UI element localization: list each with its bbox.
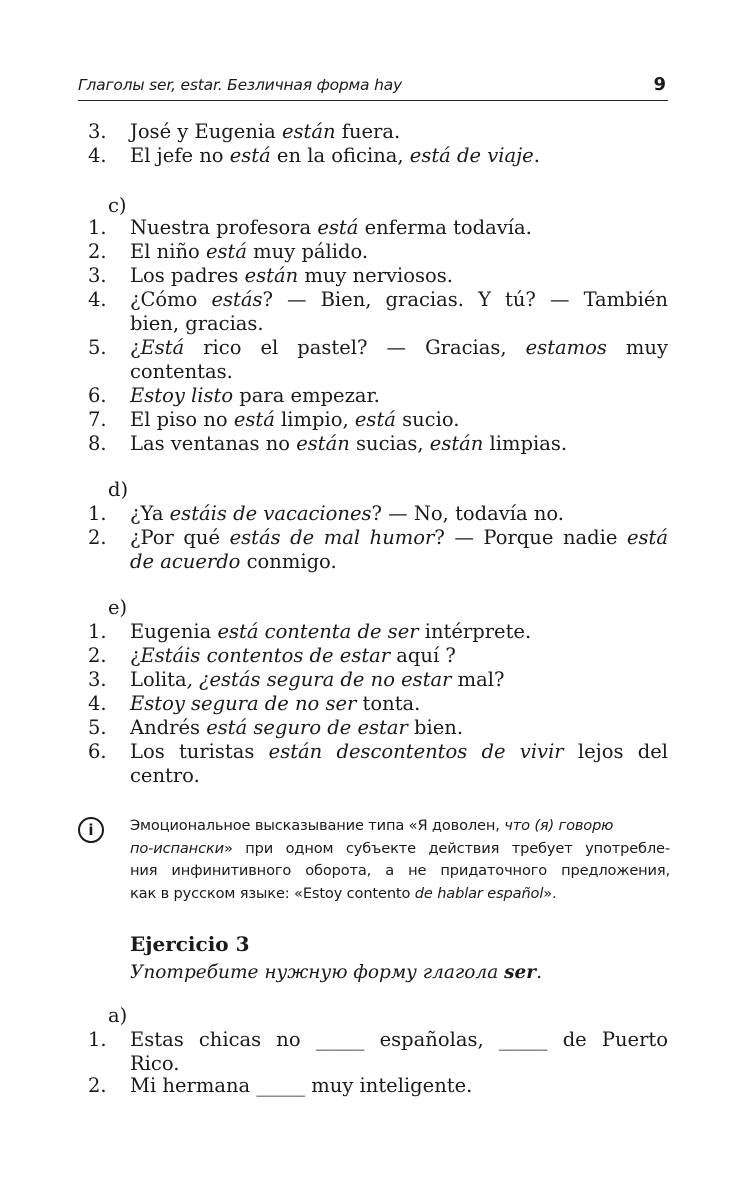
text-fragment: Las ventanas no [130,432,297,455]
note-line [130,838,670,861]
item-text: bien, gracias. [130,312,264,335]
item-text: contentas. [130,360,233,383]
text-fragment: en la oficina, [270,144,410,167]
text-fragment: Los turistas [130,740,269,763]
italic-phrase: Está [140,336,185,359]
note-line [130,883,670,906]
item-text [130,288,668,312]
text-fragment: limpio, [274,408,355,431]
text-fragment: ¿ [130,336,141,359]
item-text [130,644,668,668]
text-fragment: lejos del [563,740,668,763]
item-number: 6. [88,740,107,763]
info-icon: i [78,817,104,843]
italic-phrase: по-испански [130,839,224,857]
note-text [130,815,670,905]
italic-phrase: está [626,526,668,549]
note-line [130,860,670,883]
italic-phrase: Estáis contentos de estar [140,644,391,667]
text-fragment: ¿Por qué [130,526,230,549]
text-fragment: ». [543,884,557,902]
italic-phrase: de acuerdo [130,550,241,573]
item-number: 6. [88,384,107,407]
item-number: 3. [88,668,107,691]
text-fragment: ¿ [130,644,141,667]
text-fragment: » при одном субъекте действия требует употребле- [223,839,670,857]
italic-phrase: está [354,408,396,431]
item-number: 8. [88,432,107,455]
text-fragment: sucias, [349,432,430,455]
item-number: 3. [88,120,107,143]
text-fragment: ? — No, todavía no. [371,502,564,525]
chapter-title: Глаголы ser, estar. Безличная форма hay [78,76,402,94]
text-fragment: Estas chicas no _____ españolas, _____ de Puerto [130,1028,668,1051]
instruction-end: . [536,962,542,983]
section-label: c) [108,194,127,217]
item-number: 7. [88,408,107,431]
item-number: 4. [88,692,107,715]
italic-phrase: de hablar español [414,884,544,902]
text-fragment: Eugenia [130,620,218,643]
text-fragment: limpias. [483,432,568,455]
italic-phrase: está de viaje [409,144,534,167]
item-text [130,144,668,168]
exercise-instruction [130,962,542,983]
page-number: 9 [653,74,666,95]
italic-phrase: están [244,264,299,287]
italic-phrase: , ¿estás segura de no estar [186,668,452,691]
instruction-text: Употребите нужную форму глагола [130,962,505,983]
text-fragment: ния инфинитивного оборота, а не придаточного предложения, [130,862,670,879]
item-text [130,216,668,240]
item-text [130,336,668,360]
item-text [130,1074,668,1098]
text-fragment: ¿Ya [130,502,170,525]
text-fragment: para empezar. [233,384,380,407]
running-header [78,74,668,101]
item-text [130,384,668,408]
section-label: e) [108,596,128,619]
item-number: 4. [88,144,107,167]
section-label: d) [108,478,129,501]
text-fragment: Mi hermana _____ muy inteligente. [130,1074,473,1097]
italic-phrase: Estoy segura de no ser [130,692,357,715]
item-text [130,120,668,144]
item-text [130,1028,668,1052]
text-fragment: muy nerviosos. [298,264,453,287]
text-fragment: Andrés [130,716,207,739]
italic-phrase: están [296,432,350,455]
italic-phrase: está [205,240,247,263]
text-fragment: sucio. [395,408,460,431]
text-fragment: ¿Cómo [130,288,212,311]
text-fragment: bien. [407,716,464,739]
italic-phrase: están [281,120,336,143]
italic-phrase: estás de mal humor [229,526,435,549]
italic-phrase: estás [211,288,263,311]
italic-phrase: está [229,144,271,167]
item-text [130,264,668,288]
item-number: 2. [88,1074,107,1097]
item-text: Rico. [130,1052,180,1075]
text-fragment: José y Eugenia [130,120,282,143]
note-line [130,815,670,838]
section-label: a) [108,1004,128,1027]
item-text [130,668,668,692]
text-fragment: enferma todavía. [358,216,532,239]
italic-phrase: estamos [525,336,607,359]
item-number: 1. [88,502,107,525]
item-number: 1. [88,1028,107,1051]
item-text [130,620,668,644]
text-fragment: mal? [451,668,505,691]
text-fragment: tonta. [356,692,421,715]
italic-phrase: están descontentos de vivir [268,740,564,763]
italic-phrase: está contenta de ser [217,620,419,643]
item-number: 1. [88,216,107,239]
italic-phrase: está [317,216,359,239]
text-fragment: El jefe no [130,144,230,167]
item-number: 3. [88,264,107,287]
item-text [130,240,668,264]
item-number: 1. [88,620,107,643]
text-fragment: ? — Bien, gracias. Y tú? — También [262,288,668,311]
text-fragment: El niño [130,240,206,263]
text-fragment: fuera. [335,120,401,143]
item-text [130,692,668,716]
text-fragment: intérprete. [418,620,532,643]
italic-phrase: está [233,408,275,431]
item-number: 2. [88,644,107,667]
item-text: centro. [130,764,200,787]
italic-phrase: está seguro de estar [206,716,408,739]
text-fragment: ? — Porque nadie [434,526,627,549]
text-fragment: muy pálido. [246,240,369,263]
item-number: 5. [88,336,107,359]
text-fragment: conmigo. [240,550,337,573]
italic-phrase: что (я) говорю [504,817,614,834]
text-fragment: muy [606,336,668,359]
text-fragment: Los padres [130,264,245,287]
italic-phrase: Estoy listo [130,384,234,407]
text-fragment: Эмоциональное высказывание типа «Я доволен, [130,817,505,834]
item-number: 5. [88,716,107,739]
item-text [130,432,668,456]
text-fragment: . [533,144,540,167]
exercise-title: Ejercicio 3 [130,932,250,956]
item-number: 4. [88,288,107,311]
italic-phrase: estáis de vacaciones [169,502,372,525]
item-number: 2. [88,526,107,549]
text-fragment: El piso no [130,408,234,431]
item-text [130,526,668,550]
text-fragment: Nuestra profesora [130,216,318,239]
item-text [130,408,668,432]
item-text [130,740,668,764]
text-fragment: как в русском языке: «Estoy contento [130,884,415,902]
item-text [130,716,668,740]
item-text [130,502,668,526]
italic-phrase: están [429,432,484,455]
text-fragment: rico el pastel? — Gracias, [184,336,526,359]
item-number: 2. [88,240,107,263]
instruction-verb: ser [504,962,537,983]
text-fragment: aquí ? [390,644,456,667]
text-fragment: Lolita [130,668,187,691]
item-text [130,550,668,574]
